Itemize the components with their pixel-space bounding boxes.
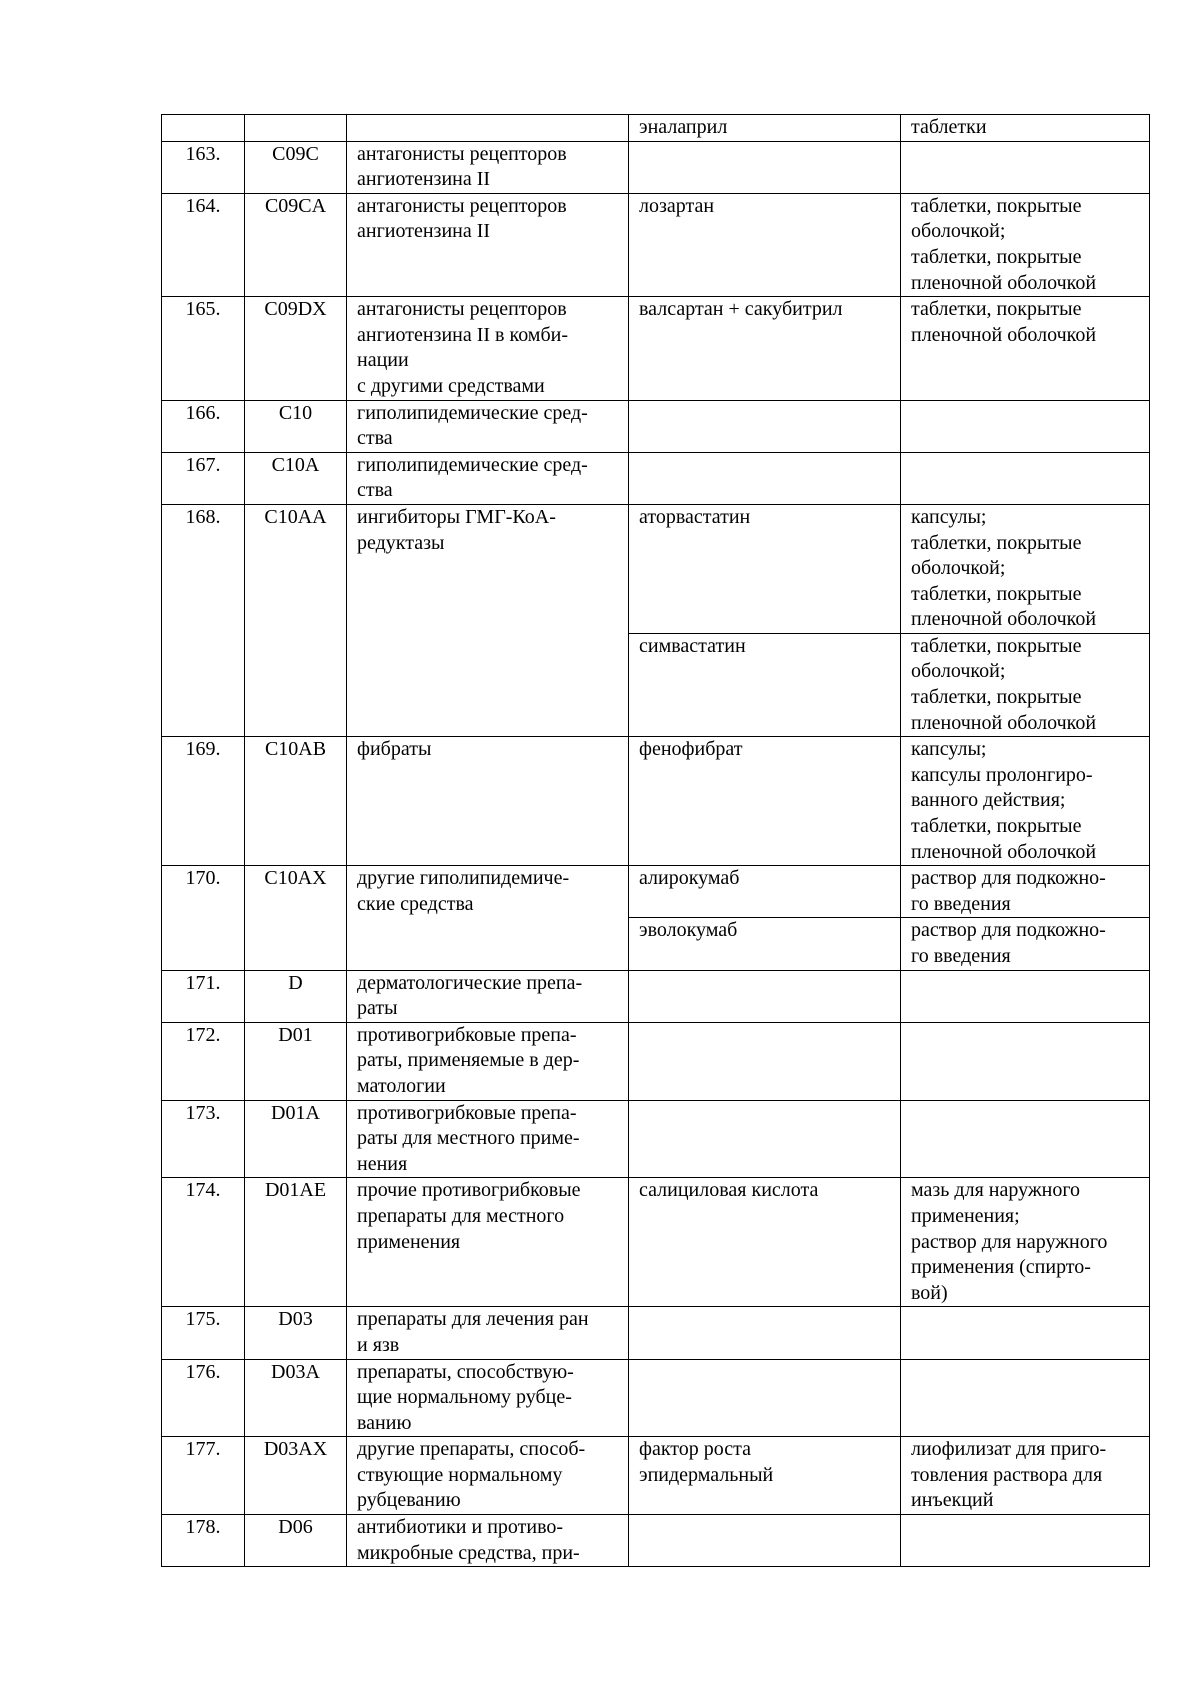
row-number: 172.	[162, 1022, 245, 1100]
row-number: 166.	[162, 400, 245, 452]
table-row	[162, 970, 1150, 1022]
group-name: антагонисты рецепторов ангиотензина II	[347, 193, 629, 296]
atc-code: C09CA	[245, 193, 347, 296]
dosage-form: таблетки, покрытые оболочкой; таблетки, покрытые пленочной оболочкой	[901, 193, 1150, 296]
dosage-form: мазь для наружного применения; раствор для наружного применения (спирто- вой)	[901, 1178, 1150, 1307]
drug-name	[629, 1022, 901, 1100]
drug-name: валсартан + сакубитрил	[629, 297, 901, 400]
group-name: фибраты	[347, 737, 629, 866]
table-row	[162, 1307, 1150, 1359]
row-number: 178.	[162, 1515, 245, 1567]
dosage-form: таблетки, покрытые пленочной оболочкой	[901, 297, 1150, 400]
dosage-form	[901, 1022, 1150, 1100]
table-row	[162, 1359, 1150, 1437]
row-number: 173.	[162, 1100, 245, 1178]
row-number: 176.	[162, 1359, 245, 1437]
atc-code: D01A	[245, 1100, 347, 1178]
atc-code: D03AX	[245, 1437, 347, 1515]
table-row	[162, 193, 1150, 296]
table-row	[162, 866, 1150, 918]
atc-code: D03A	[245, 1359, 347, 1437]
drug-name: алирокумаб	[629, 866, 901, 918]
table-row	[162, 297, 1150, 400]
dosage-form	[901, 970, 1150, 1022]
group-name: препараты для лечения ран и язв	[347, 1307, 629, 1359]
group-name: прочие противогрибковые препараты для местного применения	[347, 1178, 629, 1307]
atc-code: D03	[245, 1307, 347, 1359]
drug-name	[629, 970, 901, 1022]
row-number: 164.	[162, 193, 245, 296]
group-name: противогрибковые препа- раты, применяемые в дер- матологии	[347, 1022, 629, 1100]
row-number: 174.	[162, 1178, 245, 1307]
dosage-form: таблетки	[901, 115, 1150, 142]
drug-name: фактор роста эпидермальный	[629, 1437, 901, 1515]
drug-name: аторвастатин	[629, 504, 901, 633]
drug-name: эналаприл	[629, 115, 901, 142]
row-number: 168.	[162, 504, 245, 736]
table-body	[162, 115, 1150, 1567]
atc-code: C10A	[245, 452, 347, 504]
group-name: другие гиполипидемиче- ские средства	[347, 866, 629, 970]
table-row	[162, 504, 1150, 633]
drug-name	[629, 1515, 901, 1567]
dosage-form: лиофилизат для приго- товления раствора для инъекций	[901, 1437, 1150, 1515]
dosage-form	[901, 1515, 1150, 1567]
group-name: другие препараты, способ- ствующие нормальному рубцеванию	[347, 1437, 629, 1515]
atc-code: D01	[245, 1022, 347, 1100]
row-number: 163.	[162, 141, 245, 193]
table-row	[162, 1437, 1150, 1515]
group-name: гиполипидемические сред- ства	[347, 452, 629, 504]
drug-name: лозартан	[629, 193, 901, 296]
row-number: 169.	[162, 737, 245, 866]
atc-code: C09DX	[245, 297, 347, 400]
row-number: 165.	[162, 297, 245, 400]
drug-name	[629, 400, 901, 452]
row-number: 170.	[162, 866, 245, 970]
table-row	[162, 141, 1150, 193]
atc-code: C09C	[245, 141, 347, 193]
dosage-form: капсулы; таблетки, покрытые оболочкой; таблетки, покрытые пленочной оболочкой	[901, 504, 1150, 633]
group-name	[347, 115, 629, 142]
drug-name: фенофибрат	[629, 737, 901, 866]
medication-table	[161, 114, 1150, 1567]
table-row	[162, 400, 1150, 452]
table-row	[162, 1022, 1150, 1100]
table-row	[162, 452, 1150, 504]
group-name: ингибиторы ГМГ-КоА- редуктазы	[347, 504, 629, 736]
atc-code: C10	[245, 400, 347, 452]
row-number: 171.	[162, 970, 245, 1022]
row-number	[162, 115, 245, 142]
row-number: 175.	[162, 1307, 245, 1359]
row-number: 177.	[162, 1437, 245, 1515]
table-row	[162, 115, 1150, 142]
dosage-form	[901, 1359, 1150, 1437]
group-name: антагонисты рецепторов ангиотензина II в комби- нации с другими средствами	[347, 297, 629, 400]
table-row	[162, 1515, 1150, 1567]
drug-name	[629, 452, 901, 504]
drug-name	[629, 141, 901, 193]
group-name: противогрибковые препа- раты для местного приме- нения	[347, 1100, 629, 1178]
drug-name: салициловая кислота	[629, 1178, 901, 1307]
dosage-form: раствор для подкожно- го введения	[901, 866, 1150, 918]
drug-name: симвастатин	[629, 633, 901, 736]
atc-code: D06	[245, 1515, 347, 1567]
group-name: дерматологические препа- раты	[347, 970, 629, 1022]
table-row	[162, 1178, 1150, 1307]
drug-name	[629, 1359, 901, 1437]
atc-code: C10AA	[245, 504, 347, 736]
group-name: антагонисты рецепторов ангиотензина II	[347, 141, 629, 193]
atc-code: D01AE	[245, 1178, 347, 1307]
atc-code: C10AB	[245, 737, 347, 866]
group-name: антибиотики и противо- микробные средства, при-	[347, 1515, 629, 1567]
atc-code: D	[245, 970, 347, 1022]
drug-name	[629, 1307, 901, 1359]
dosage-form	[901, 1307, 1150, 1359]
dosage-form	[901, 141, 1150, 193]
dosage-form: раствор для подкожно- го введения	[901, 918, 1150, 970]
group-name: препараты, способствую- щие нормальному рубце- ванию	[347, 1359, 629, 1437]
dosage-form: капсулы; капсулы пролонгиро- ванного действия; таблетки, покрытые пленочной оболочкой	[901, 737, 1150, 866]
dosage-form	[901, 400, 1150, 452]
table-row	[162, 1100, 1150, 1178]
atc-code: C10AX	[245, 866, 347, 970]
dosage-form: таблетки, покрытые оболочкой; таблетки, покрытые пленочной оболочкой	[901, 633, 1150, 736]
table-row	[162, 737, 1150, 866]
drug-name	[629, 1100, 901, 1178]
row-number: 167.	[162, 452, 245, 504]
drug-name: эволокумаб	[629, 918, 901, 970]
group-name: гиполипидемические сред- ства	[347, 400, 629, 452]
dosage-form	[901, 1100, 1150, 1178]
dosage-form	[901, 452, 1150, 504]
atc-code	[245, 115, 347, 142]
